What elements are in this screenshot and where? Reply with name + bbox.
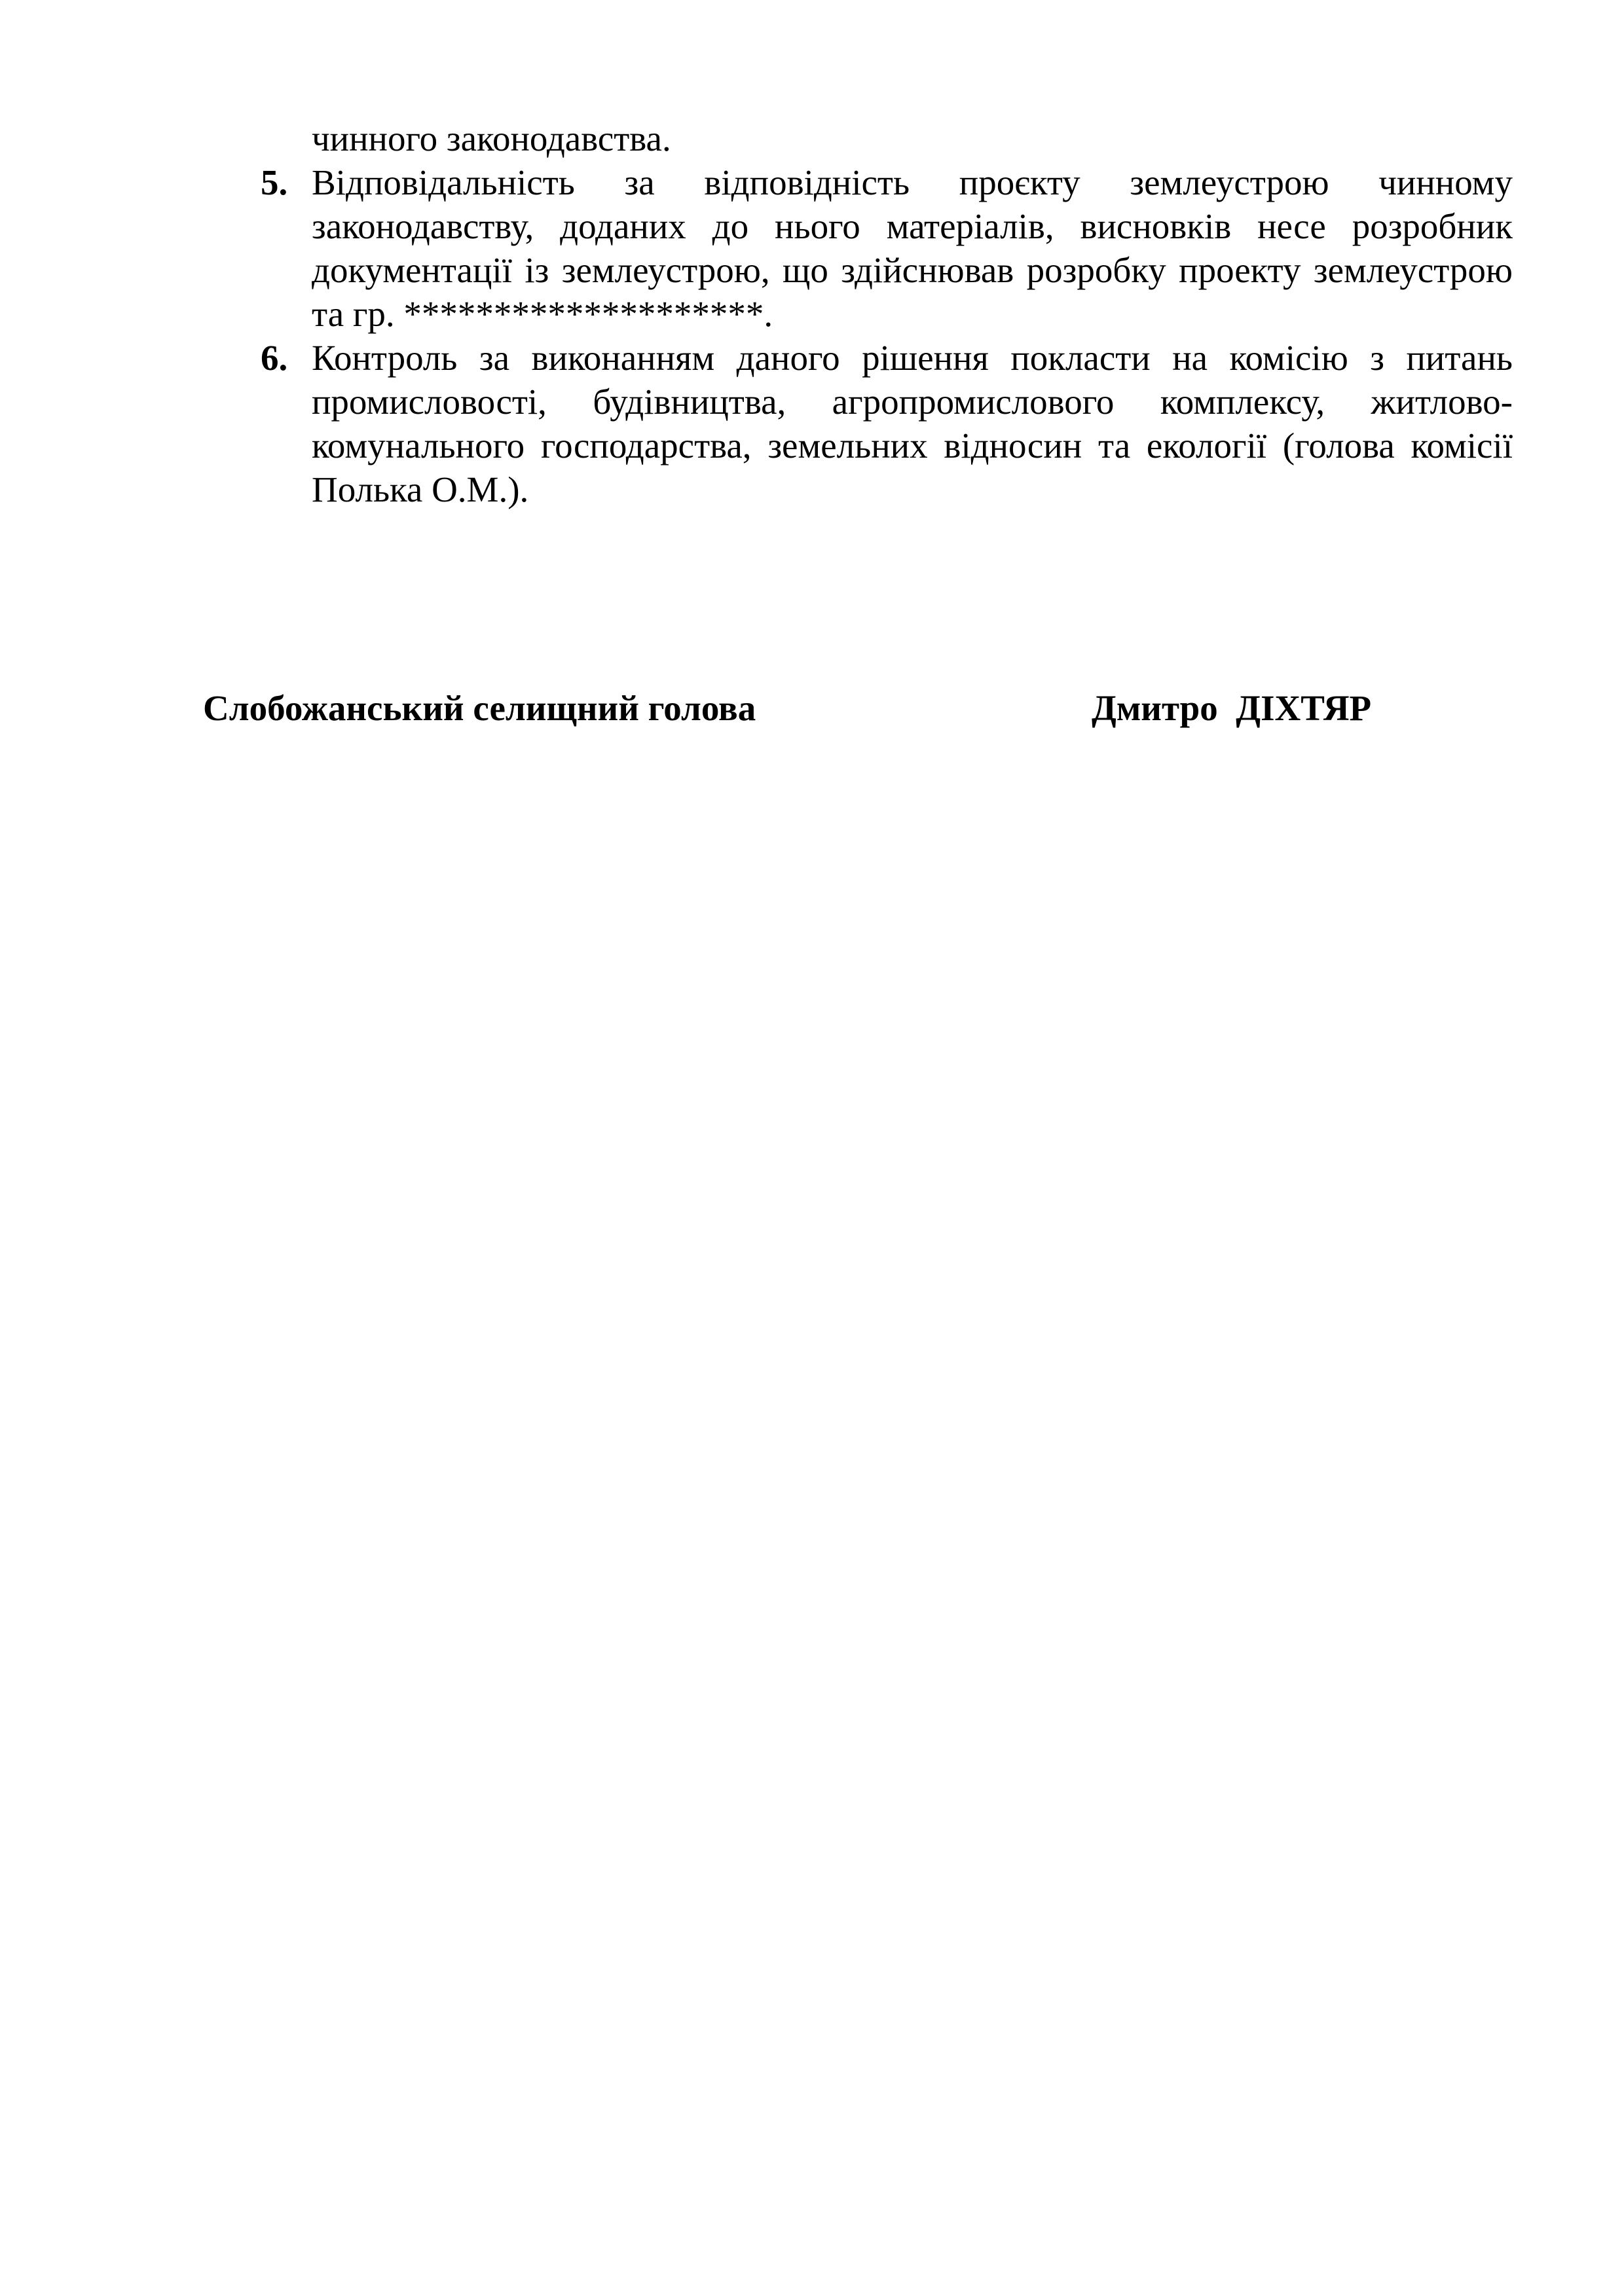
list-item-5 xyxy=(259,160,1513,336)
signatory-name: Дмитро ДІХТЯР xyxy=(1092,688,1372,728)
signatory-position: Слобожанський селищний голова xyxy=(203,688,756,728)
list-item-text: Контроль за виконанням даного рішення покласти на комісію з питань промисловості, будівництва, агропромислового комплексу, житлово-комунального господарства, земельних відносин та екології (голова комісії Полька О.М.). xyxy=(312,338,1513,509)
list-item-number: 6. xyxy=(261,338,288,378)
list-item-number: 5. xyxy=(261,162,288,202)
list-item-6 xyxy=(259,336,1513,511)
document-body xyxy=(259,117,1513,511)
list-item-text: Відповідальність за відповідність проєкту землеустрою чинному законодавству, доданих до нього матеріалів, висновків несе розробник документації із землеустрою, що здійснював розробку проекту землеустрою та гр. ********************. xyxy=(312,162,1513,334)
continuation-line: чинного законодавства. xyxy=(312,118,671,158)
